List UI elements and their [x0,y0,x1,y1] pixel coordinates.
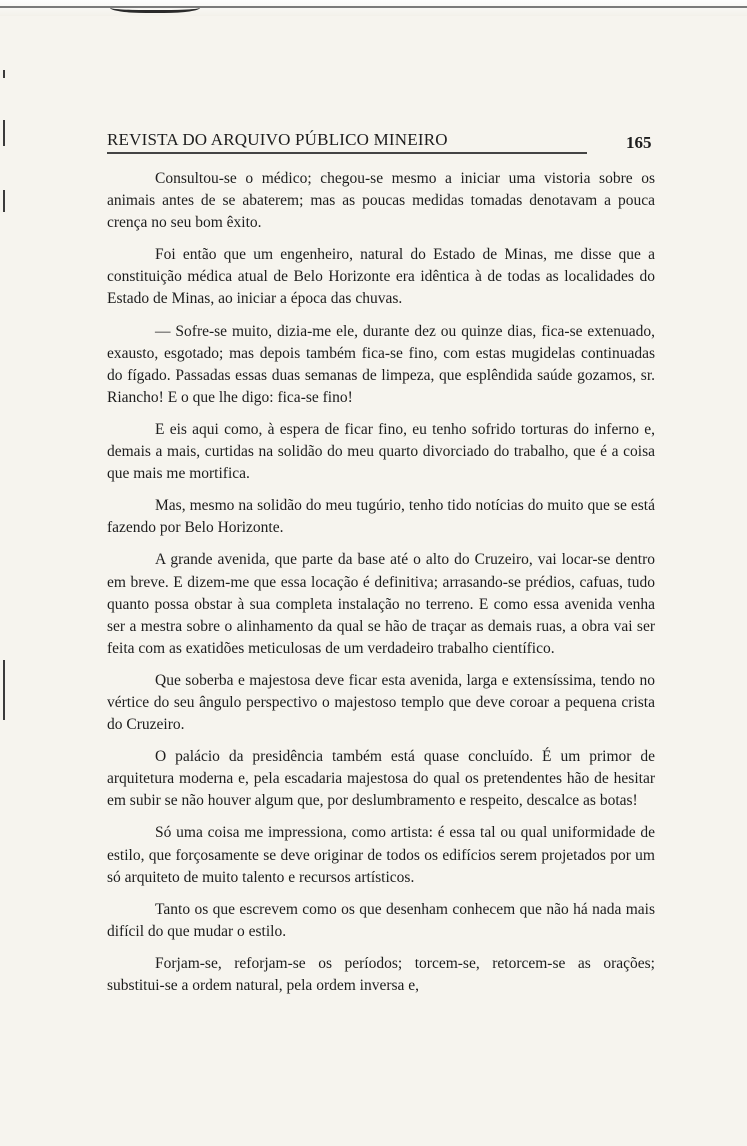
scan-binding-mark [110,0,200,13]
paragraph: Só uma coisa me impressiona, como artista: é essa tal ou qual uniformidade de estilo, que forçosamente se deve originar de todos os edifícios serem projetados por um só arquiteto de muito talento e recursos artísticos. [107,824,655,886]
paragraph: Consultou-se o médico; chegou-se mesmo a iniciar uma vistoria sobre os animais antes de se abaterem; mas as poucas medidas tomadas denotavam a pouca crença no seu bom êxito. [107,170,655,232]
scan-edge-mark [3,120,5,146]
page-number: 165 [626,133,652,152]
scan-edge-mark [3,70,5,78]
running-title: REVISTA DO ARQUIVO PÚBLICO MINEIRO [107,130,448,149]
paragraph: Foi então que um engenheiro, natural do Estado de Minas, me disse que a constituição médica atual de Belo Horizonte era idêntica à de todas as localidades do Estado de Minas, ao iniciar a época das chuvas. [107,246,655,308]
scan-edge-mark [3,660,5,720]
paragraph: A grande avenida, que parte da base até o alto do Cruzeiro, vai locar-se dentro em breve. E dizem-me que essa locação é definitiva; arrasando-se prédios, cafuas, tudo quanto possa obstar à sua completa instalação no terreno. E como essa avenida venha ser a mestra sobre o alinhamento da qual se hão de traçar as demais ruas, a obra vai ser feita com as exatidões meticulosas de um verdadeiro trabalho científico. [107,551,655,657]
paragraph: — Sofre-se muito, dizia-me ele, durante dez ou quinze dias, fica-se extenuado, exausto, esgotado; mas depois também fica-se fino, com estas mugidelas continuadas do fígado. Passadas essas duas semanas de limpeza, que esplêndida saúde gozamos, sr. Riancho! E o que lhe digo: fica-se fino! [107,322,655,406]
body-text [107,168,655,997]
paragraph: Que soberba e majestosa deve ficar esta avenida, larga e extensíssima, tendo no vértice do seu ângulo perspectivo o majestoso templo que deve coroar a pequena crista do Cruzeiro. [107,671,655,734]
scan-edge-mark [3,190,5,212]
paragraph: Forjam-se, reforjam-se os períodos; torcem-se, retorcem-se as orações; substitui-se a ordem natural, pela ordem inversa e, [107,954,655,994]
paragraph: Tanto os que escrevem como os que desenham conhecem que não há nada mais difícil do que mudar o estilo. [107,900,655,940]
paragraph: O palácio da presidência também está quase concluído. É um primor de arquitetura moderna e, pela escadaria majestosa do qual os pretendentes hão de hesitar em subir se não houver algum que, por deslumbramento e respeito, descalce as botas! [107,748,655,810]
paragraph: Mas, mesmo na solidão do meu tugúrio, tenho tido notícias do muito que se está fazendo por Belo Horizonte. [107,497,655,537]
paragraph: E eis aqui como, à espera de ficar fino, eu tenho sofrido torturas do inferno e, demais a mais, curtidas na solidão do meu quarto divorciado do trabalho, que é a coisa que mais me mortifica. [107,420,655,483]
header-rule [107,152,587,154]
